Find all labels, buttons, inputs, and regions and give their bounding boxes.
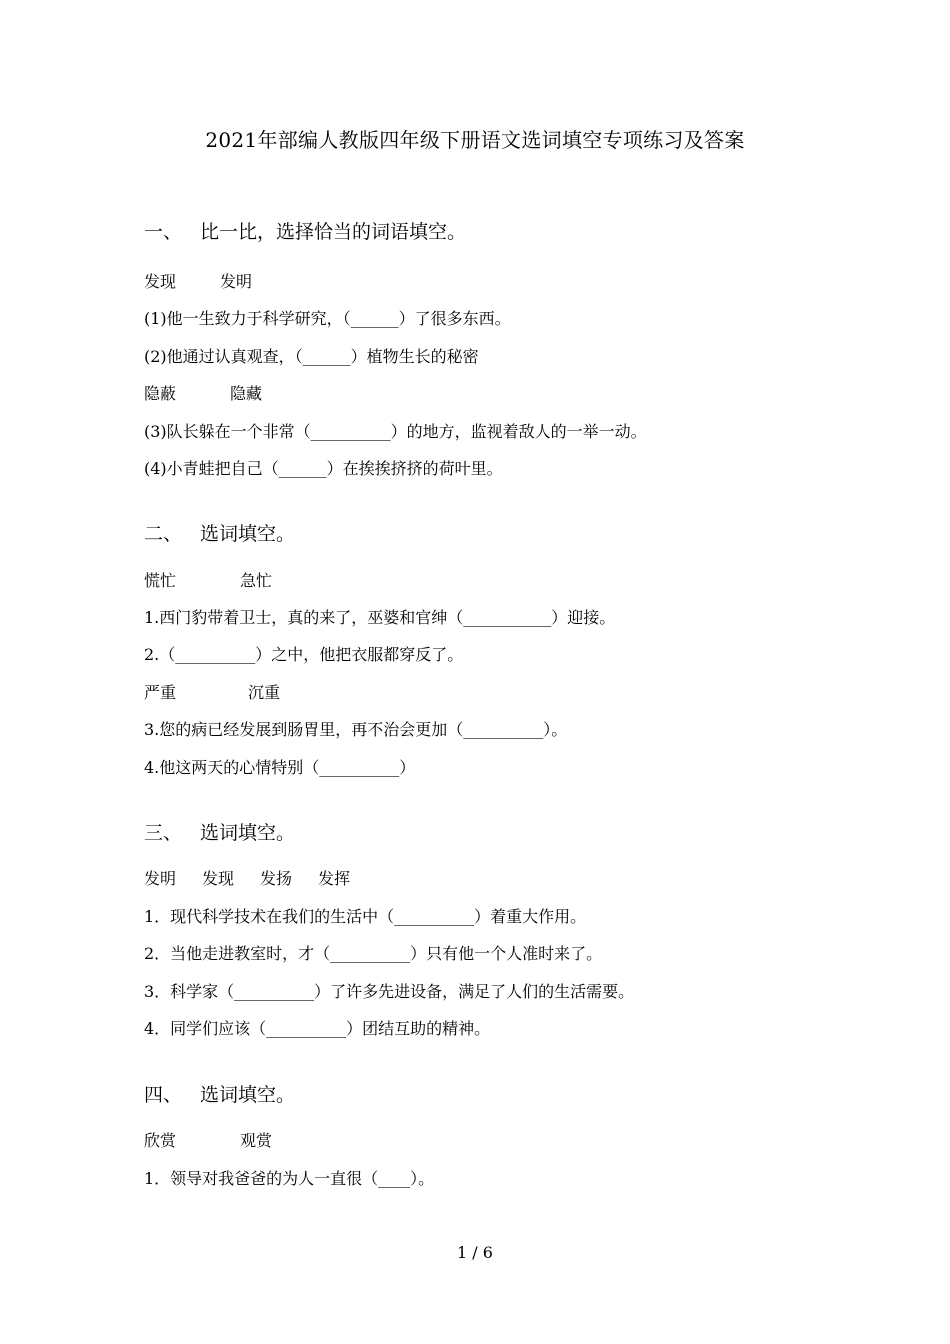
page-number: 1 / 6 xyxy=(457,1243,493,1262)
word-choice: 发现 xyxy=(202,869,235,888)
section-number: 二、 xyxy=(144,523,183,545)
word-choice-row xyxy=(144,381,262,404)
question-item: (2)他通过认真观查，（______）植物生长的秘密 xyxy=(144,347,479,366)
word-choice: 隐蔽 xyxy=(144,384,177,403)
question-item: 3．科学家（__________）了许多先进设备，满足了人们的生活需要。 xyxy=(144,982,635,1001)
question-item: 1.西门豹带着卫士，真的来了，巫婆和官绅（___________）迎接。 xyxy=(144,608,616,627)
section-2-heading xyxy=(144,519,295,546)
question-item: (4)小青蛙把自己（______）在挨挨挤挤的荷叶里。 xyxy=(144,459,503,478)
section-1-heading xyxy=(144,217,466,244)
word-choice: 发明 xyxy=(144,869,177,888)
section-heading-text: 选词填空。 xyxy=(200,523,296,545)
question-item: (1)他一生致力于科学研究，（______）了很多东西。 xyxy=(144,309,511,328)
word-choice: 急忙 xyxy=(240,571,273,590)
question-item: 2．当他走进教室时，才（__________）只有他一个人准时来了。 xyxy=(144,944,603,963)
word-choice: 慌忙 xyxy=(144,571,177,590)
word-choice: 发扬 xyxy=(260,869,293,888)
document-title: 2021年部编人教版四年级下册语文选词填空专项练习及答案 xyxy=(205,128,745,152)
word-choice: 严重 xyxy=(144,683,177,702)
word-choice: 隐藏 xyxy=(230,384,263,403)
word-choice: 欣赏 xyxy=(144,1131,177,1150)
word-choice: 发挥 xyxy=(318,869,351,888)
section-number: 四、 xyxy=(144,1084,183,1106)
section-number: 一、 xyxy=(144,221,183,243)
question-item: 3.您的病已经发展到肠胃里，再不治会更加（__________）。 xyxy=(144,720,568,739)
word-choice-row xyxy=(144,1128,272,1151)
question-item: 1．领导对我爸爸的为人一直很（____）。 xyxy=(144,1169,435,1188)
word-choice-row xyxy=(144,269,252,292)
word-choice-row xyxy=(144,866,350,889)
word-choice: 发明 xyxy=(220,272,253,291)
section-heading-text: 选词填空。 xyxy=(200,822,296,844)
question-item: 4.他这两天的心情特别（__________） xyxy=(144,758,416,777)
question-item: 1．现代科学技术在我们的生活中（__________）着重大作用。 xyxy=(144,907,587,926)
section-heading-text: 比一比，选择恰当的词语填空。 xyxy=(200,221,467,243)
section-4-heading xyxy=(144,1080,295,1107)
section-3-heading xyxy=(144,818,295,845)
question-item: (3)队长躲在一个非常（__________）的地方，监视着敌人的一举一动。 xyxy=(144,422,647,441)
word-choice-row xyxy=(144,680,280,703)
question-item: 4．同学们应该（__________）团结互助的精神。 xyxy=(144,1019,491,1038)
word-choice: 发现 xyxy=(144,272,177,291)
word-choice: 沉重 xyxy=(248,683,281,702)
question-item: 2.（__________）之中，他把衣服都穿反了。 xyxy=(144,645,464,664)
section-heading-text: 选词填空。 xyxy=(200,1084,296,1106)
word-choice-row xyxy=(144,568,272,591)
word-choice: 观赏 xyxy=(240,1131,273,1150)
section-number: 三、 xyxy=(144,822,183,844)
